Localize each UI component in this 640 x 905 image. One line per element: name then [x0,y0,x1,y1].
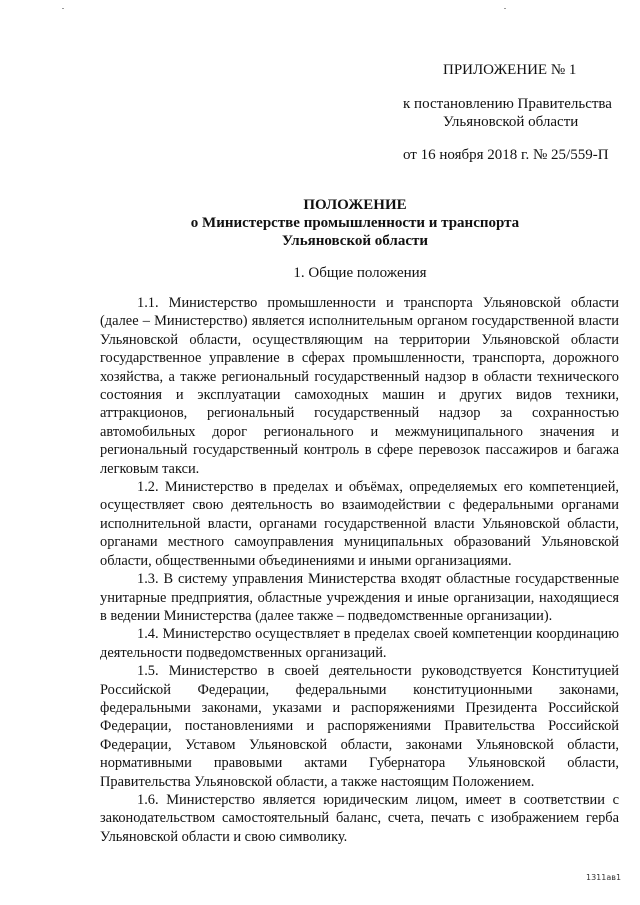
resolution-date-number: от 16 ноября 2018 г. № 25/559-П [403,147,609,163]
paragraph: 1.1. Министерство промышленности и транспорта Ульяновской области (далее – Министерство) является исполнительным органом государственной власти Ульяновской области, осуществляющим на территории Ульяновской области государственное управление в сферах промышленности, транспорта, дорожного хозяйства, а также региональный государственный надзор в области технического состояния и эксплуатации самоходных машин и других видов техники, аттракционов, региональный государственный надзор за сохранностью автомобильных дорог регионального и межмуниципального значения и региональный государственный контроль в сфере перевозок пассажиров и багажа легковым такси. [100,295,619,477]
title-line: ПОЛОЖЕНИЕ [303,197,407,213]
section-heading: 1. Общие положения [293,265,427,281]
document-body [100,294,619,846]
resolution-ref: к постановлению Правительства [403,96,612,112]
paragraph: 1.2. Министерство в пределах и объёмах, определяемых его компетенцией, осуществляет свою деятельность во взаимодействии с федеральными органами исполнительной власти, органами государственной власти Ульяновской области, органами местного самоуправления муниципальных образований Ульяновской области, общественными объединениями и иными организациями. [100,479,619,569]
region-label: Ульяновской области [443,114,579,130]
appendix-label: ПРИЛОЖЕНИЕ № 1 [443,62,577,78]
footer-mark: 1311ав1 [586,873,622,882]
scan-speck [504,8,506,9]
paragraph: 1.5. Министерство в своей деятельности руководствуется Конституцией Российской Федерации, федеральными конституционными законами, федеральными законами, указами и распоряжениями Президента Российской Федерации, постановлениями и распоряжениями Правительства Российской Федерации, Уставом Ульяновской области, законами Ульяновской области, нормативными правовыми актами Губернатора Ульяновской области, Правительства Ульяновской области, а также настоящим Положением. [100,663,619,790]
paragraph: 1.3. В систему управления Министерства входят областные государственные унитарные предприятия, областные учреждения и иные организации, находящиеся в ведении Министерства (далее также – подведомственные организации). [100,571,619,624]
paragraph: 1.4. Министерство осуществляет в пределах своей компетенции координацию деятельности подведомственных организаций. [100,626,619,661]
scan-speck [62,8,64,9]
paragraph: 1.6. Министерство является юридическим лицом, имеет в соответствии с законодательством самостоятельный баланс, счета, печать с изображением герба Ульяновской области и свою символику. [100,791,619,845]
title-line: Ульяновской области [281,233,429,249]
title-line: о Министерстве промышленности и транспорта [190,215,520,231]
document-title [0,196,640,250]
